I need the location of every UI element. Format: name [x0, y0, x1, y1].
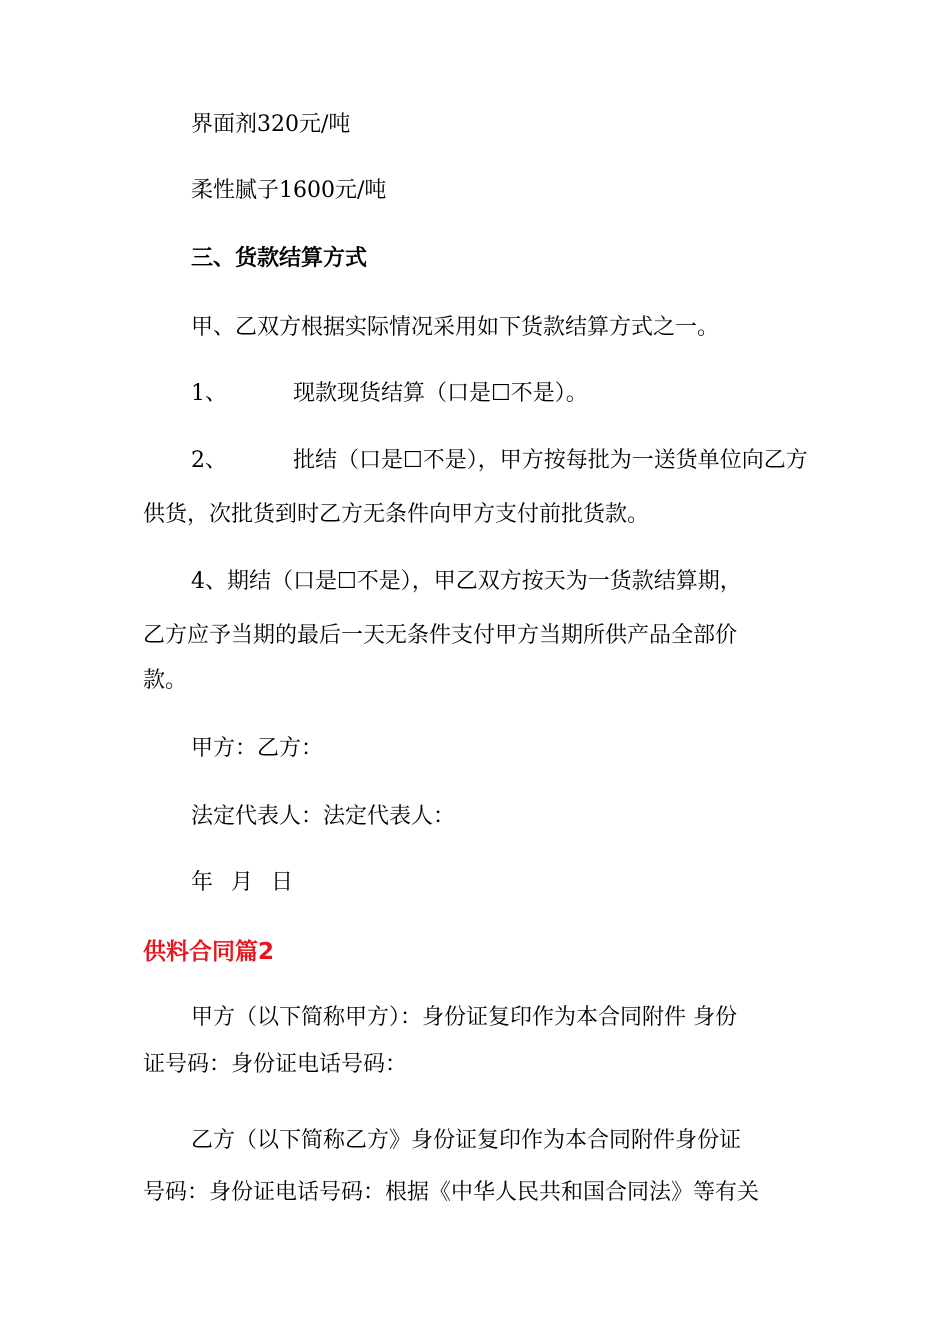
date-day: 日 [271, 870, 294, 895]
payment-option-2-line-1 [191, 446, 808, 476]
signature-parties: 甲方：乙方： [191, 736, 324, 761]
section-heading-payment: 三、货款结算方式 [191, 246, 368, 271]
payment-option-1 [191, 379, 588, 409]
signature-date [191, 868, 293, 898]
signature-representatives: 法定代表人：法定代表人： [191, 804, 456, 829]
payment-option-4-line-2: 乙方应予当期的最后一天无条件支付甲方当期所供产品全部价 [143, 623, 738, 648]
price-item-flexible-putty: 柔性腻子1600元/吨 [191, 178, 387, 203]
payment-option-4-line-1: 4、期结（口是☐不是），甲乙双方按天为一货款结算期， [191, 569, 742, 594]
party-b-line-2: 号码：身份证电话号码：根据《中华人民共和国合同法》等有关 [143, 1180, 760, 1205]
party-b-line-1: 乙方（以下简称乙方》身份证复印作为本合同附件身份证 [191, 1128, 742, 1153]
payment-intro: 甲、乙双方根据实际情况采用如下货款结算方式之一。 [191, 315, 720, 340]
party-a-line-1: 甲方（以下简称甲方）：身份证复印作为本合同附件 身份 [191, 1005, 737, 1030]
payment-option-4-line-3: 款。 [143, 668, 188, 693]
date-year: 年 [191, 870, 214, 895]
option-2-number: 2、 [191, 448, 227, 473]
party-a-line-2: 证号码：身份证电话号码： [143, 1052, 408, 1077]
option-2-text: 批结（口是☐不是），甲方按每批为一送货单位向乙方 [293, 448, 808, 473]
option-1-text: 现款现货结算（口是☐不是）。 [293, 381, 588, 406]
date-month: 月 [231, 870, 254, 895]
payment-option-2-line-2: 供货，次批货到时乙方无条件向甲方支付前批货款。 [143, 502, 650, 527]
contract-2-title: 供料合同篇2 [143, 939, 275, 965]
option-1-number: 1、 [191, 381, 227, 406]
price-item-interface-agent: 界面剂320元/吨 [191, 112, 351, 137]
